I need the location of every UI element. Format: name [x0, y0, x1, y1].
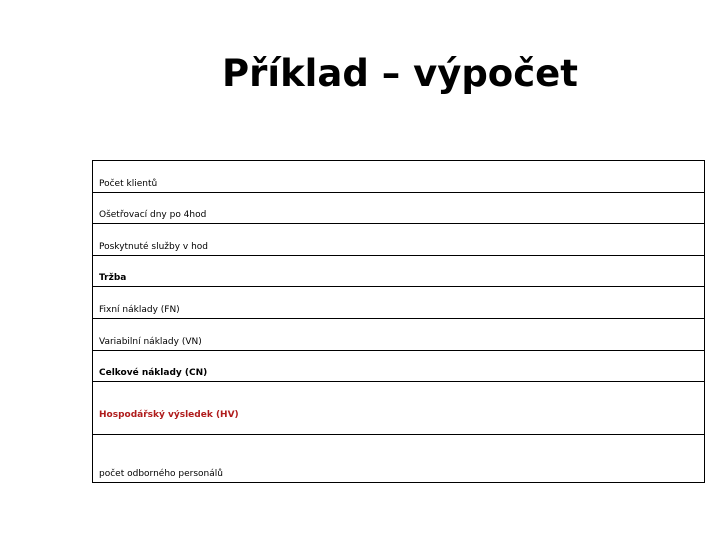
- row-label-fixed-costs: Fixní náklady (FN): [99, 305, 180, 315]
- table-row: [93, 319, 704, 351]
- row-label-economic-result: Hospodářský výsledek (HV): [99, 410, 239, 420]
- row-label-total-costs: Celkové náklady (CN): [99, 368, 208, 378]
- calculation-table: [92, 160, 705, 483]
- row-label-revenue: Tržba: [99, 273, 127, 283]
- table-row: [93, 382, 704, 435]
- table-row: [93, 224, 704, 256]
- row-label-clients: Počet klientů: [99, 179, 158, 189]
- table-row: [93, 287, 704, 319]
- row-label-care-days: Ošetřovací dny po 4hod: [99, 210, 207, 220]
- table-row: [93, 193, 704, 224]
- table-row: [93, 435, 704, 482]
- row-label-variable-costs: Variabilní náklady (VN): [99, 337, 202, 347]
- row-label-services-hours: Poskytnuté služby v hod: [99, 242, 209, 252]
- slide-title: Příklad – výpočet: [222, 52, 578, 95]
- table-row: [93, 161, 704, 193]
- table-row: [93, 351, 704, 382]
- row-label-staff-count: počet odborného personálů: [99, 469, 223, 479]
- table-row: [93, 256, 704, 287]
